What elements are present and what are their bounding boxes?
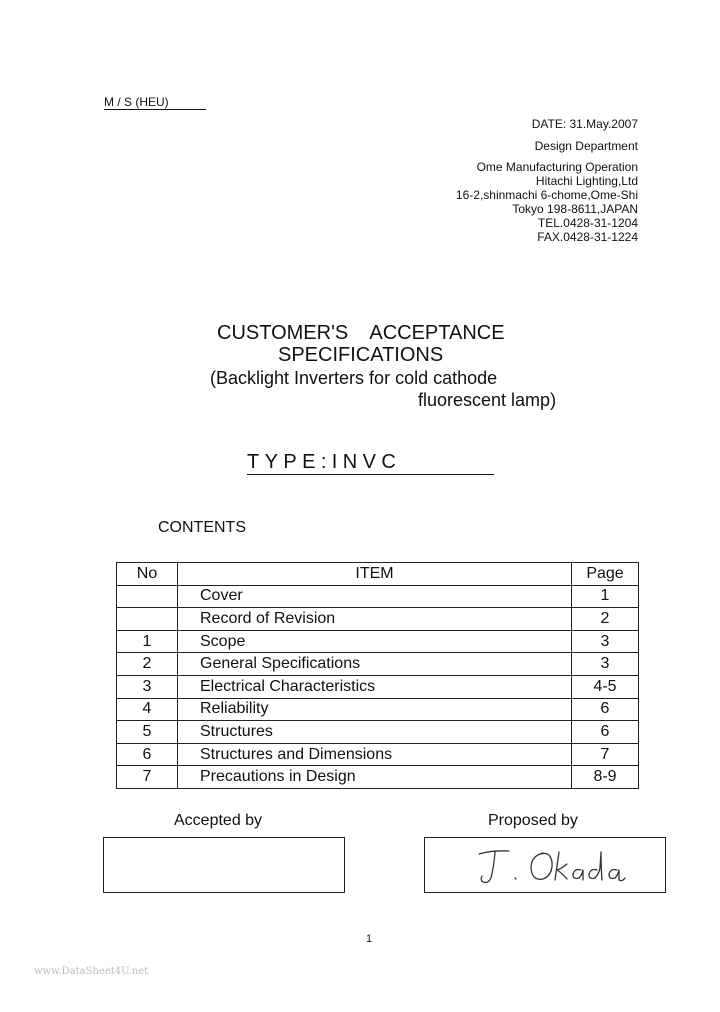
address-line: FAX.0428-31-1224 <box>537 230 638 244</box>
ms-code-text: M / S (HEU) <box>104 95 206 110</box>
table-row <box>117 653 639 676</box>
row-item: Structures and Dimensions <box>178 743 572 766</box>
row-no: 6 <box>117 743 178 766</box>
table-row <box>117 721 639 744</box>
page-number: 1 <box>366 933 373 945</box>
row-page: 2 <box>572 608 639 631</box>
row-item: Record of Revision <box>178 608 572 631</box>
row-no <box>117 585 178 608</box>
row-item: Precautions in Design <box>178 766 572 789</box>
row-page: 7 <box>572 743 639 766</box>
address-line: Ome Manufacturing Operation <box>476 160 638 174</box>
table-row <box>117 698 639 721</box>
table-row <box>117 585 639 608</box>
title-line-2: SPECIFICATIONS <box>278 344 444 366</box>
row-no: 2 <box>117 653 178 676</box>
row-item: Reliability <box>178 698 572 721</box>
table-row <box>117 630 639 653</box>
row-no: 7 <box>117 766 178 789</box>
proposed-by-label: Proposed by <box>488 812 578 829</box>
date-line: DATE: 31.May.2007 <box>531 117 638 131</box>
row-no <box>117 608 178 631</box>
row-page: 3 <box>572 630 639 653</box>
title-line-4: fluorescent lamp) <box>418 390 557 410</box>
row-page: 8-9 <box>572 766 639 789</box>
row-page: 1 <box>572 585 639 608</box>
accepted-by-label: Accepted by <box>174 812 263 829</box>
row-page: 4-5 <box>572 675 639 698</box>
type-label: TYPE:INVC <box>247 450 494 475</box>
table-row <box>117 766 639 789</box>
header-item: ITEM <box>178 563 572 586</box>
signature-image <box>425 838 665 892</box>
proposed-signature-box <box>424 837 666 893</box>
address-line: 16-2,shinmachi 6-chome,Ome-Shi <box>455 188 638 202</box>
address-line: TEL.0428-31-1204 <box>537 216 638 230</box>
contents-table <box>116 562 639 789</box>
header-page: Page <box>572 563 639 586</box>
address-line: Hitachi Lighting,Ltd <box>535 174 638 188</box>
address-block <box>456 160 638 244</box>
accepted-signature-box <box>103 837 345 893</box>
row-item: Electrical Characteristics <box>178 675 572 698</box>
title-line-3: (Backlight Inverters for cold cathode <box>210 368 498 388</box>
row-page: 6 <box>572 721 639 744</box>
row-no: 4 <box>117 698 178 721</box>
header-no: No <box>117 563 178 586</box>
watermark: www.DataSheet4U.net <box>34 966 149 977</box>
table-row <box>117 675 639 698</box>
row-no: 5 <box>117 721 178 744</box>
ms-code <box>104 95 206 110</box>
table-header-row <box>117 563 639 586</box>
table-row <box>117 608 639 631</box>
department-line: Design Department <box>534 139 638 153</box>
row-page: 6 <box>572 698 639 721</box>
title-line-1: CUSTOMER'S ACCEPTANCE <box>217 322 505 344</box>
row-item: Scope <box>178 630 572 653</box>
contents-heading: CONTENTS <box>158 519 246 536</box>
row-page: 3 <box>572 653 639 676</box>
row-item: Structures <box>178 721 572 744</box>
row-no: 1 <box>117 630 178 653</box>
row-item: General Specifications <box>178 653 572 676</box>
address-line: Tokyo 198-8611,JAPAN <box>512 202 638 216</box>
row-no: 3 <box>117 675 178 698</box>
row-item: Cover <box>178 585 572 608</box>
table-row <box>117 743 639 766</box>
